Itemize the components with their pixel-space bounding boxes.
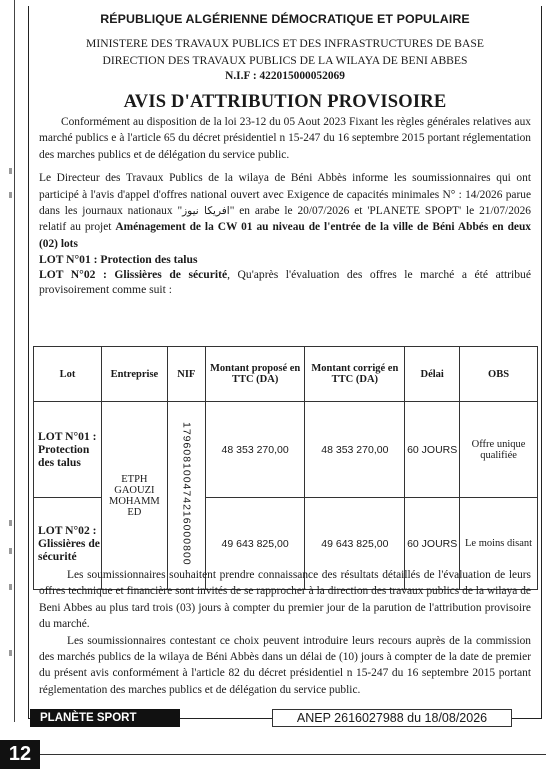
lot2-heading: LOT N°02 : Glissières de sécurité [39,268,228,282]
attribution-table [33,346,538,590]
notice-title: AVIS D'ATTRIBUTION PROVISOIRE [123,92,447,112]
nif-line: N.I.F : 422015000052069 [225,70,345,82]
announcement-paragraph [29,170,541,252]
announcement-text-a: Le Directeur des Travaux Publics de la wilaya de Béni Abbès informe les soumissionnaires qui ont participé à l'avis d'appel d'offres national ouvert avec Exigence de capacités minimales N° : 14/2026 parue dans les journaux nationaux " [39,172,531,218]
newspaper-tag: PLANÈTE SPORT [30,709,180,727]
corrected-amount-cell: 49 643 825,00 [305,498,405,590]
previous-column-text-fragment [9,192,12,198]
page-divider [40,754,546,755]
corrected-amount-cell: 48 353 270,00 [305,402,405,498]
table-row [34,402,538,498]
lot1-heading: LOT N°01 : Protection des talus [39,253,198,267]
table-header-row [34,347,538,402]
previous-column-text-fragment [9,584,12,590]
entreprise-cell: ETPH GAOUZI MOHAMM ED [101,402,167,590]
nif-value: 179608100474216000800 [180,422,193,566]
delay-cell: 60 JOURS [405,402,460,498]
anep-reference: ANEP 2616027988 du 18/08/2026 [272,709,512,727]
lot-cell: LOT N°02 : Glissières de sécurité [34,498,102,590]
delay-cell: 60 JOURS [405,498,460,590]
results-paragraph: Les soumissionnaires souhaitent prendre connaissance des résultats détaillés de l'évaluation de leurs offres technique et financière sont invités de se rapprocher à la direction des travaux publics de la wilaya de Beni Abbes au plus tard trois (03) jours à compter du premier jour de la parution de l'attribution provisoire du marché. [39,569,531,631]
proposed-amount-cell: 49 643 825,00 [205,498,305,590]
page-number: 12 [0,740,40,769]
announcement-text-b: " en arabe le 20/07/2026 et 'PLANETE SPOPT' le 21/07/2026 relatif au projet [39,205,531,234]
intro-paragraph: Conformément au disposition de la loi 23-12 du 05 Aout 2023 Fixant les règles générales relatives aux marché publics e à l'article 65 du décret présidentiel n 15-247 du 16 septembre 2015 portant réglementation des marches publics et de délégation du service public. [39,116,531,161]
header-corrected-amount: Montant corrigé en TTC (DA) [305,347,405,402]
header-entreprise: Entreprise [101,347,167,402]
ministry-block [29,35,541,69]
appeal-paragraph: Les soumissionnaires contestant ce choix peuvent introduire leurs recours auprès de la commission des marchés publics de la wilaya de Béni Abbès dans un délai de (10) jours à compter de la date de premier du présent avis conformément à l'article 82 du décret présidentiel n 15-247 du 16 septembre 2015 portant réglementation des marches publics et de délégation du service public. [39,634,531,696]
lot2-paragraph [29,267,541,297]
previous-column-text-fragment [9,650,12,656]
directorate-name: DIRECTION DES TRAVAUX PUBLICS DE LA WILAYA DE BENI ABBES [102,54,468,67]
arabic-newspaper-name: افريكا نيوز [182,205,230,218]
header-nif: NIF [167,347,205,402]
nif-cell [167,402,205,590]
header-proposed-amount: Montant proposé en TTC (DA) [205,347,305,402]
closing-section [29,567,541,698]
proposed-amount-cell: 48 353 270,00 [205,402,305,498]
header-obs: OBS [460,347,538,402]
previous-column-frame [0,0,15,722]
obs-cell: Offre unique qualifiée [460,402,538,498]
previous-column-text-fragment [9,520,12,526]
previous-column-text-fragment [9,168,12,174]
tender-notice [28,6,542,719]
republic-heading: RÉPUBLIQUE ALGÉRIENNE DÉMOCRATIQUE ET POPULAIRE [100,12,470,26]
header-lot: Lot [34,347,102,402]
previous-column-text-fragment [9,548,12,554]
lot2-text: , Qu'après l'évaluation des offres le marché a été attribué provisoirement comme suit : [39,268,531,297]
project-name: Aménagement de la CW 01 au niveau de l'entrée de la ville de Béni Abbés en deux (02) lots [39,221,531,250]
obs-cell: Le moins disant [460,498,538,590]
lot-cell: LOT N°01 : Protection des talus [34,402,102,498]
ministry-name: MINISTERE DES TRAVAUX PUBLICS ET DES INFRASTRUCTURES DE BASE [86,37,484,50]
header-delay: Délai [405,347,460,402]
